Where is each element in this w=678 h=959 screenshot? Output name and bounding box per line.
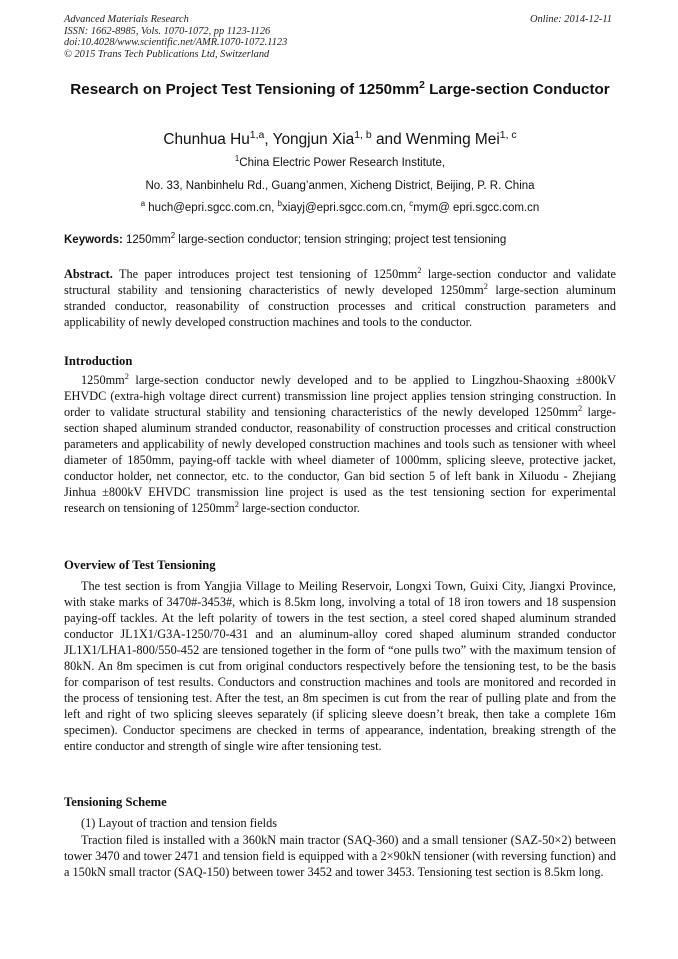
author-name: Chunhua Hu [163, 131, 250, 148]
introduction-paragraph: $1250mm^2$ large-section conductor newly developed and to be applied to Lingzhou-Shaoxing ±800kV EHVDC (extra-high voltage direct current) transmission line project applies tension stringing construction. In order to validate structural stability and tensioning characteristics of the newly developed $1250mm^2$ large-section shaped aluminum stranded conductor, reasonability of construction processes and critical construction parameters and applicability of newly developed construction machines and tools such as tensioner with wheel diameter of 1850mm, paying-off tackle with wheel diameter of 1000mm, splicing sleeve, protective jacket, conductor holder, net connector, etc. to the conductor, Gan bid section 5 of left bank in Xiluodu - Zhejiang Jinhua ±800kV EHVDC transmission line project is used as the test tensioning section for experimental research on tensioning of $1250mm^2$ large-section conductor. [64, 371, 616, 516]
abstract-label: Abstract. [64, 267, 113, 281]
section-heading-overview: Overview of Test Tensioning [64, 558, 216, 572]
section-heading-introduction: Introduction [64, 354, 133, 368]
author-name: , Yongjun Xia [264, 131, 355, 148]
author-list: Chunhua Hu$^{1,a}$, Yongjun Xia$^{1, b}$ and Wenming Mei$^{1, c}$ [163, 129, 517, 148]
section-heading-tensioning-scheme: Tensioning Scheme [64, 795, 167, 809]
copyright-line: © 2015 Trans Tech Publications Ltd, Switzerland [64, 48, 270, 60]
subsection-heading: (1) Layout of traction and tension fields [81, 816, 278, 830]
scheme-paragraph: Traction filed is installed with a 360kN main tractor (SAQ-360) and a small tensioner (SAZ-50×2) between tower 3470 and tower 2471 and tension field is equipped with a 2×90kN tensioner (with reversing function) and a 150kN small tractor (SAQ-150) between tower 3452 and tower 3453. Tensioning test section is 8.5km long. [64, 833, 616, 880]
journal-name: Advanced Materials Research [64, 14, 189, 25]
author-emails: $^a$ huch@epri.sgcc.com.cn, $^b$xiayj@epri.sgcc.com.cn, $^c$mym@ epri.sgcc.com.cn [140, 199, 540, 214]
affiliation-institute: $^1$China Electric Power Research Institute, [234, 154, 446, 169]
online-date: Online: 2014-12-11 [529, 14, 612, 25]
abstract: Abstract. The paper introduces project test tensioning of $1250mm^2$ large-section conductor and validate structural stability and tensioning characteristics of newly developed $1250mm^2$ large-section aluminum stranded conductor, reasonability of construction processes and critical construction parameters and applicability of newly developed construction machines and tools to the conductor. [64, 265, 616, 330]
affiliation-address: No. 33, Nanbinhelu Rd., Guang’anmen, Xicheng District, Beijing, P. R. China [145, 180, 535, 192]
journal-header [64, 14, 287, 60]
paper-title: Research on Project Test Tensioning of $1250mm^2$ Large-section Conductor [70, 79, 610, 98]
overview-paragraph: The test section is from Yangjia Village to Meiling Reservoir, Longxi Town, Guixi City, Jiangxi Province, with stake marks of 3470#-3453#, which is 8.5km long, involving a total of 18 iron towers and 18 suspension paying-off tackles. At the left polarity of towers in the test section, a steel cored shaped aluminum stranded conductor JL1X1/G3A-1250/70-431 and an aluminum-alloy cored shaped aluminum stranded conductor JL1X1/LHA1-800/550-452 are tensioned together in the form of “one pulls two” with the maximum tension of 80kN. An 8m specimen is cut from original conductors respectively before the tensioning test, to be the basis for comparison of test results. Conductors and construction machines and tools are monitored and recorded in the process of tensioning test. After the test, an 8m specimen is cut from the rear of pulling plate and from the left and right of two splicing sleeves separately (if splicing sleeve doesn’t break, then take a complete 16m specimen). Conductor specimens are checked in terms of appearance, indentation, breaking strength of the entire conductor and strength of single wire after tensioning test. [64, 579, 616, 754]
keywords: Keywords: $1250mm^2$ large-section conductor; tension stringing; project test tensioning [64, 231, 507, 246]
issn-line: ISSN: 1662-8985, Vols. 1070-1072, pp 1123-1126 [64, 25, 271, 37]
doi-line: doi:10.4028/www.scientific.net/AMR.1070-1072.1123 [64, 37, 288, 49]
keywords-label: Keywords: [64, 234, 123, 246]
author-name: and Wenming Mei [371, 131, 500, 148]
